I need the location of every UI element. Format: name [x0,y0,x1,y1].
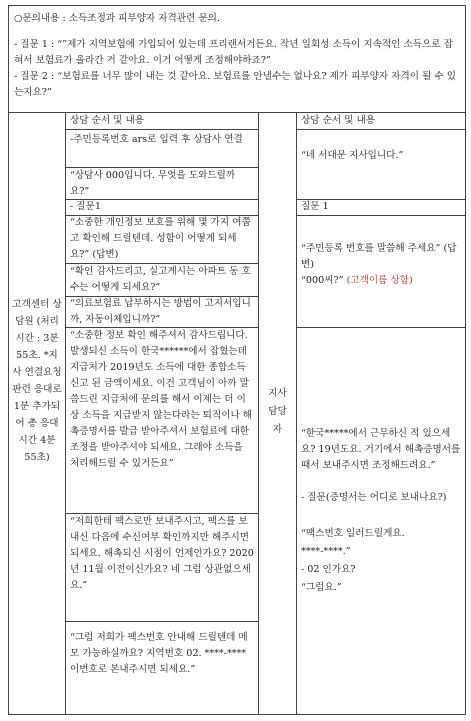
right-row-4: “한국*****에서 근무하신 적 있으세요? 19년도요. 거기에서 해촉증명서를 때서 보내주시면 조정해드려요.” [301,428,461,471]
left-row-1: -주민등록번호 ars로 입력 후 상담사 연결 [70,134,243,145]
left-row-7: “소중한 정보 확인 해주셔서 감사드립니다. 발생되신 소득이 한국******에서 잡혔는데 지급처가 2019년도 소득에 대한 종합소득 신고 된 금액이세요. 이건 고객님이 아까 말씀드린 지급처에 문의를 해서 이제는 더 이상 소득을 지급받지 않는다라는 퇴직이나 해촉증명서를 발급 받아주셔서 보험료에 대한 조정을 받아주셔야 되세요. 그래야 소득을 처리해드릴 수 있거든요” [70,330,253,469]
right-row-3-line-2 [301,273,462,289]
grid-line [65,129,258,130]
agent-label: 고객센터 상담원 (처리 시간 : 3분 55초. *지사 연결요청판련 응대로 1분 추가되어 총 응대시간 4분 55초) [12,299,62,463]
left-row-5: “확인 감사드리고, 실고계시는 아파트 동 호수는 어떻게 되세요?” [70,266,251,293]
grid-line [296,327,466,328]
right-row-6: “팩스번호 일러드릴게요. [301,528,405,539]
branch-label: 지사담당자 [268,388,287,435]
question-1: - 질문 1 : “”제가 지역보험에 가입되어 있는데 프리랜서거든요. 작년 일회성 소득이 지속적인 소득으로 잡혀서 보험료가 올라간 거 같아요. 이거 어떻게 조정해야하죠?” [14,39,453,66]
left-row-8: “저희한테 팩스로만 보내주시고, 팩스를 보내신 다음에 수신여부 확인까지만 해주시면 되세요. 해촉되신 시점이 언제인가요? 2020년 11월 이전이신가요? 네 그럼 상관없으세요.” [70,516,254,591]
left-row-3: - 질문1 [70,201,101,212]
right-row-7: ****-****.” [301,546,351,557]
grid-line [296,129,466,130]
right-row-5: - 질문(증명서는 어디로 보내나요?) [301,492,447,503]
right-row-3-line-1: “주민등록 번호를 말씀해 주세요” (답변) [301,243,457,270]
left-row-6: “의료보험료 납부하시는 방법이 고지서입니까, 자동이체입니까?” [70,298,251,325]
customer-name-prompt: “000씨?” [301,275,344,286]
right-row-1: “네 서대문 지사입니다.” [301,150,404,161]
left-column-header: 상담 순서 및 내용 [70,115,145,126]
inquiry-section [8,5,466,113]
grid-line [65,621,258,622]
right-row-3 [297,241,466,289]
left-row-9: “그럼 저희가 팩스번호 안내해 드릴텐데 메모 가능하실까요? 지역번호 02. ****-**** 이번호로 본내주시면 되세요.” [70,632,248,675]
right-row-2: 질문 1 [301,201,329,212]
question-2: - 질문 2 : “보험료를 너무 많이 내는 것 같아요. 보험료를 안낼수는 없나요? 제가 피부양자 자격이 될 수 있는지요?” [14,71,457,98]
right-row-9: “그럼요.” [301,582,342,593]
customer-name-note: (고객이름 상함) [346,275,413,286]
left-row-2: “상담사 000입니다. 무엇을 도와드릴까요?” [70,170,236,197]
grid-line [296,215,466,216]
inquiry-title: ○문의내용 : 소득조정과 피부양자 자격관련 문의. [14,13,220,24]
left-row-4: “소중한 개인정보 보호를 위해 몇 가지 여쭙고 확인해 드릴텐데. 성함이 어떻게 되세요?” (답변) [70,217,251,260]
right-column-header: 상담 순서 및 내용 [301,115,376,126]
right-row-8: - 02 인가요? [301,564,356,575]
